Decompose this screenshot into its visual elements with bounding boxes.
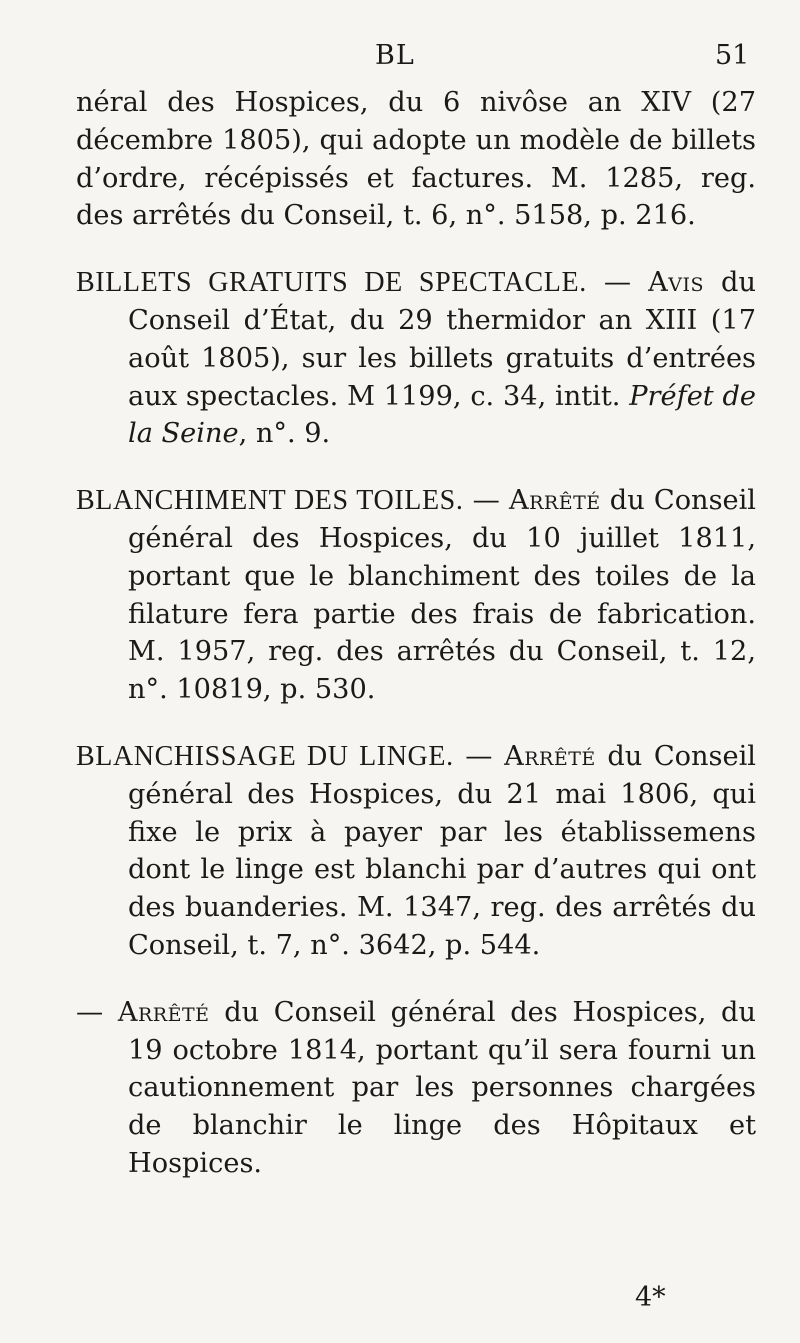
running-head bbox=[0, 40, 800, 80]
entry-heading: BILLETS GRATUITS DE SPECTACLE. bbox=[76, 267, 587, 299]
entry-continuation bbox=[24, 84, 756, 235]
entry-dash: — bbox=[453, 740, 505, 772]
entry-blanchissage-linge bbox=[76, 738, 756, 965]
entry-tail: , n°. 9. bbox=[238, 418, 331, 450]
gathering-signature: BL bbox=[375, 40, 415, 71]
entry-text: du Conseil d’État, du 29 thermidor an XIII (17 août 1805), sur les billets gratuits d’entrées aux spectacles. M 1199, c. 34, intit. bbox=[128, 267, 756, 412]
entry-heading: BLANCHISSAGE DU LINGE. bbox=[76, 740, 454, 772]
entry-text: néral des Hospices, du 6 nivôse an XIV (27 décembre 1805), qui adopte un modèle de billets d’ordre, récépissés et factures. M. 1285, reg. des arrêtés du Conseil, t. 6, n°. 5158, p. 216. bbox=[76, 87, 756, 232]
entry-blanchiment-toiles bbox=[76, 482, 756, 709]
entry-text: du Conseil général des Hospices, du 10 juillet 1811, portant que le blanchiment des toiles de la filature fera partie des frais de fabrication. M. 1957, reg. des arrêtés du Conseil, t. 12, n°. 10819, p. 530. bbox=[128, 485, 757, 706]
signature-mark: 4* bbox=[635, 1282, 666, 1313]
entry-dash: — bbox=[463, 485, 509, 517]
entry-lead: Avis bbox=[648, 267, 704, 299]
page-number: 51 bbox=[715, 40, 750, 71]
entry-lead: Arrêté bbox=[504, 740, 596, 772]
entry-arrete-cautionnement bbox=[76, 994, 756, 1183]
entry-lead: Arrêté bbox=[508, 485, 601, 517]
entry-text: du Conseil général des Hospices, du 21 mai 1806, qui fixe le prix à payer par les établissemens dont le linge est blanchi par d’autres qui ont des buanderies. M. 1347, reg. des arrêtés du Conseil, t. 7, n°. 3642, p. 544. bbox=[128, 740, 756, 961]
entry-billets-gratuits bbox=[76, 264, 756, 453]
entry-dash: — bbox=[76, 996, 118, 1028]
entry-italic: Préfet de la Seine bbox=[128, 380, 756, 450]
entry-dash: — bbox=[586, 267, 649, 299]
entry-text: du Conseil général des Hospices, du 19 octobre 1814, portant qu’il sera fourni un cautionnement par les personnes chargées de blanchir le linge des Hôpitaux et Hospices. bbox=[128, 996, 756, 1179]
entry-lead: Arrêté bbox=[117, 996, 210, 1028]
page-body bbox=[76, 84, 756, 1183]
entry-heading: BLANCHIMENT DES TOILES. bbox=[76, 485, 464, 517]
